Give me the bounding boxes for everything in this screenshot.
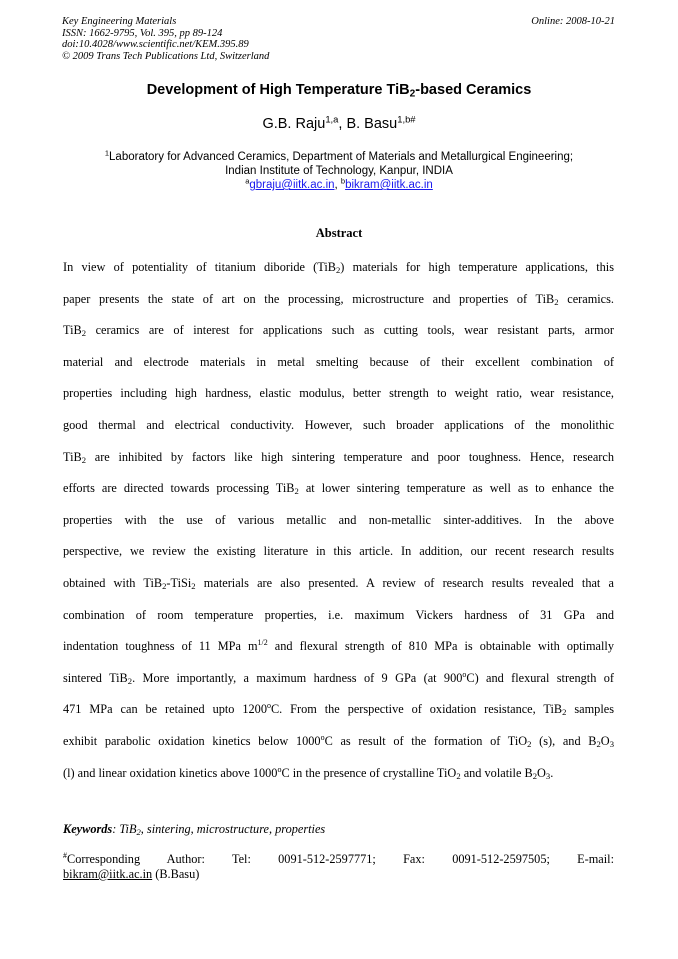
- keyword-subscript: 2: [136, 827, 141, 838]
- abstract-line: combination of room temperature properties, i.e. maximum Vickers hardness of 31 GPa and: [63, 607, 614, 622]
- abstract-line: efforts are directed towards processing TiB$_2$ at lower sintering temperature as well as to enhance the: [63, 481, 614, 497]
- author-list: [0, 113, 678, 132]
- abstract-line: properties including high hardness, elastic modulus, better strength to weight ratio, wear resistance,: [63, 386, 614, 401]
- corresponding-email-line: [63, 867, 614, 882]
- abstract-line: perspective, we review the existing literature in this article. In addition, our recent research results: [63, 544, 614, 559]
- email-link-basu[interactable]: bikram@iitk.ac.in: [345, 179, 433, 191]
- keywords-list: , sintering, microstructure, properties: [140, 822, 326, 836]
- affiliation-line-2: Indian Institute of Technology, Kanpur, INDIA: [225, 165, 453, 177]
- affil-mark: 1: [104, 148, 110, 158]
- corresponding-author-note: [63, 852, 614, 882]
- footnote-mark: #: [63, 851, 67, 861]
- abstract-line: In view of potentiality of titanium diboride (TiB$_2$) materials for high temperature applications, this: [63, 260, 614, 276]
- affiliation-line-1: [0, 150, 678, 164]
- paper-title: [0, 82, 678, 98]
- keywords-colon: :: [112, 822, 120, 836]
- running-header: [62, 16, 615, 62]
- abstract-line: (l) and linear oxidation kinetics above 1000$^o$C in the presence of crystalline TiO$_2$ and volatile $B_2O_3$.: [63, 764, 554, 781]
- abstract-line: material and electrode materials in metal smelting because of their excellent combination of: [63, 354, 614, 369]
- abstract-line: exhibit parabolic oxidation kinetics below 1000$^o$C as result of the formation of TiO$_2$ (s), and $B_2O_3$: [63, 733, 614, 750]
- keywords-line: [63, 822, 614, 837]
- author-2: B. Basu: [346, 116, 398, 132]
- affil-text: Laboratory for Advanced Ceramics, Department of Materials and Metallurgical Engineering;: [109, 151, 574, 163]
- doi-line: doi:10.4028/www.scientific.net/KEM.395.89: [62, 39, 249, 50]
- author-2-affil-mark: 1,b#: [397, 113, 416, 125]
- title-text-end: -based Ceramics: [415, 82, 532, 98]
- abstract-line: TiB$_2$ are inhibited by factors like high sintering temperature and poor toughness. Hence, research: [63, 449, 614, 465]
- email-a-mark: a: [245, 176, 250, 186]
- abstract-line: good thermal and electrical conductivity. However, such broader applications of the monolithic: [63, 417, 614, 432]
- abstract-line: indentation toughness of 11 MPa $m^{1/2}$ and flexural strength of 810 MPa is obtainable with optimally: [63, 638, 614, 654]
- email-line: [0, 178, 678, 192]
- abstract-line: paper presents the state of art on the processing, microstructure and properties of TiB$_2$ ceramics.: [63, 291, 615, 307]
- corresponding-contact-line: #Corresponding Author: Tel: 0091-512-2597771; Fax: 0091-512-2597505; E-mail:: [63, 851, 615, 866]
- online-date: Online: 2008-10-21: [531, 16, 615, 27]
- issn-line: ISSN: 1662-9795, Vol. 395, pp 89-124: [62, 27, 223, 39]
- abstract-line: obtained with TiB$_2$-TiSi$_2$ materials are also presented. A review of research results revealed that a: [63, 575, 615, 592]
- corresponding-name: (B.Basu): [152, 867, 200, 881]
- keywords-label: Keywords: [63, 822, 113, 836]
- abstract-line: sintered TiB$_2$. More importantly, a maximum hardness of 9 GPa (at 900$^o$C) and flexural strength of: [63, 669, 614, 686]
- affiliation-block: [0, 150, 678, 192]
- abstract-line: 471 MPa can be retained upto 1200$^o$C. From the perspective of oxidation resistance, TiB$_2$ samples: [63, 701, 614, 718]
- email-b-mark: b: [340, 176, 346, 186]
- author-separator: ,: [338, 116, 347, 132]
- journal-name: Key Engineering Materials: [62, 16, 177, 27]
- abstract-heading: Abstract: [315, 226, 363, 240]
- keyword-tib: TiB: [119, 822, 137, 836]
- copyright-line: © 2009 Trans Tech Publications Ltd, Switzerland: [62, 50, 270, 62]
- author-1-affil-mark: 1,a: [325, 113, 339, 125]
- email-separator: ,: [334, 179, 341, 191]
- email-link-raju[interactable]: gbraju@iitk.ac.in: [249, 179, 335, 191]
- corresponding-email-link[interactable]: bikram@iitk.ac.in: [63, 867, 153, 881]
- title-subscript: 2: [409, 88, 416, 100]
- abstract-line: properties with the use of various metallic and non-metallic sinter-additives. In the above: [63, 512, 614, 527]
- title-text: Development of High Temperature TiB: [146, 82, 410, 98]
- author-1: G.B. Raju: [262, 116, 326, 132]
- abstract-body: [63, 252, 614, 789]
- abstract-line: TiB$_2$ ceramics are of interest for applications such as cutting tools, wear resistant parts, armor: [63, 323, 614, 339]
